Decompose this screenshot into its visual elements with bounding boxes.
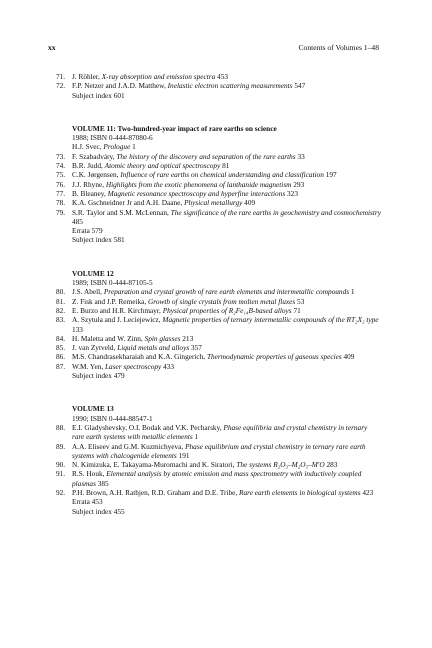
entry-page: 133 (72, 324, 83, 334)
entry-page: 1 (192, 432, 199, 442)
subject-index: Subject index 581 (72, 235, 125, 245)
entry-authors: S.R. Taylor and S.M. McLennan, (72, 207, 171, 217)
entry-page: 191 (176, 450, 190, 460)
entry-number: 78. (56, 198, 66, 208)
entry-number: 77. (56, 188, 66, 198)
entry-authors: C.K. Jørgensen, (72, 170, 121, 180)
list-item (56, 180, 381, 189)
entry-number: 92. (56, 487, 66, 497)
entry-title: Growth of single crystals from molten metal fluxes (148, 296, 296, 306)
list-item (56, 297, 381, 306)
entry-number: 75. (56, 170, 66, 180)
entry-number: 71. (56, 72, 66, 81)
list-item (56, 315, 381, 334)
list-item (56, 198, 381, 207)
entry-title: Prologue (103, 142, 131, 152)
entry-number: 88. (56, 422, 66, 432)
list-item (56, 170, 381, 179)
entry-authors: W.M. Yen, (72, 361, 105, 371)
volume-11 (56, 124, 381, 245)
entry-title: Preparation and crystal growth of rare earth elements and intermetallic compounds (103, 287, 350, 297)
volume-title: VOLUME 11: Two-hundred-year impact of rare earths on science (72, 123, 277, 133)
entry-page: 409 (341, 352, 355, 362)
list-item (56, 189, 381, 198)
list-item (56, 72, 381, 81)
entry-authors: F.P. Netzer and J.A.D. Matthew, (72, 81, 168, 91)
entry-authors: B.R. Judd, (72, 161, 105, 171)
entry-number: 83. (56, 315, 66, 325)
entry-number: 79. (56, 207, 66, 217)
list-item (56, 362, 381, 371)
entry-number: 82. (56, 305, 66, 315)
entry-title: Spin glasses (144, 333, 181, 343)
entry-title: Phase equilibria and crystal chemistry in ternary rare earth systems with metallic elements (72, 422, 368, 442)
entry-title: Liquid metals and alloys (117, 343, 190, 353)
entry-page: 81 (220, 161, 230, 171)
entry-title: X-ray absorption and emission spectra (101, 72, 216, 81)
entry-authors: H. Maletta and W. Zinn, (72, 333, 145, 343)
entry-number: 91. (56, 469, 66, 479)
entry-page: 485 (72, 216, 83, 226)
subject-index: Subject index 479 (72, 371, 125, 381)
entry-page: 1 (349, 287, 355, 297)
list-item (56, 488, 381, 497)
entry-number: 87. (56, 361, 66, 371)
entry-authors: J.S. Abell, (72, 287, 104, 297)
entry-title: Thermodynamic properties of gaseous species (206, 352, 342, 362)
entry-authors: M.S. Chandrasekharaiah and K.A. Gingerich, (72, 352, 207, 362)
entry-number: 81. (56, 296, 66, 306)
entry-title: Rare earth elements in biological systems (239, 487, 361, 497)
entry-title: The history of the discovery and separation of the rare earths (116, 151, 296, 161)
entry-authors: J. van Zytveld, (72, 343, 118, 353)
block-volume-10-end (56, 72, 381, 100)
volume-info: 1988; ISBN 0-444-87080-6 (72, 133, 153, 143)
entry-number: 89. (56, 441, 66, 451)
list-item (56, 208, 381, 227)
list-item (56, 287, 381, 296)
list-item (56, 334, 381, 343)
entry-page: 53 (295, 296, 305, 306)
list-item (56, 460, 381, 469)
entry-number: 90. (56, 460, 66, 470)
entry-page: 293 (291, 179, 305, 189)
entry-page: 423 (360, 487, 374, 497)
list-item (56, 81, 381, 90)
list-item (56, 352, 381, 361)
entry-page: 547 (292, 81, 306, 91)
list-item (56, 423, 381, 442)
entry-title: Physical properties of R₂Fe₁₄B-based alloys (162, 305, 292, 315)
entry-authors: F. Szabadváry, (72, 151, 117, 161)
entry-number: 76. (56, 179, 66, 189)
entry-authors: E. Burzo and H.R. Kirchmayr, (72, 305, 163, 315)
page-number: xx (48, 43, 56, 52)
running-title: Contents of Volumes 1–48 (298, 43, 379, 52)
entry-authors: N. Kimizuka, E. Takayama-Muromachi and K. Siratori, (72, 460, 237, 470)
entry-title: Inelastic electron scattering measurements (167, 81, 293, 91)
entry-authors: A.A. Eliseev and G.M. Kuzmichyeva, (72, 441, 186, 451)
entry-authors: Z. Fisk and J.P. Remeika, (72, 296, 149, 306)
entry-authors: J. Röhler, (72, 72, 102, 81)
list-item (56, 343, 381, 352)
entry-authors: B. Bleaney, (72, 188, 108, 198)
entry-authors: E.I. Gladyshevsky, O.I. Bodak and V.K. Pecharsky, (72, 422, 224, 432)
list-item (56, 152, 381, 161)
entry-authors: P.H. Brown, A.H. Rathjen, R.D. Graham and D.E. Tribe, (72, 487, 240, 497)
entry-page: 385 (95, 478, 109, 488)
entry-page: 213 (180, 333, 194, 343)
section-gap (56, 380, 381, 404)
entry-page: 409 (242, 198, 256, 208)
section-gap (56, 245, 381, 269)
entry-authors: K.A. Gschneidner Jr and A.H. Daane, (72, 198, 185, 208)
entry-authors: R.S. Houk, (72, 469, 107, 479)
entry-page: 197 (323, 170, 337, 180)
entry-title: Elemental analysis by atomic emission and mass spectrometry with inductively coupled plasmas (72, 469, 362, 488)
entry-title: Influence of rare earths on chemical understanding and classification (120, 170, 324, 180)
entry-authors: J.J. Rhyne, (72, 179, 106, 189)
prologue (56, 142, 381, 151)
entry-number: 86. (56, 352, 66, 362)
entry-title: Physical metallurgy (184, 198, 243, 208)
entry-title: Highlights from the exotic phenomena of lanthanide magnetism (105, 179, 292, 189)
volume-info: 1990; ISBN 0-444-88547-1 (72, 413, 153, 423)
entry-page: 33 (295, 151, 305, 161)
page-header (48, 43, 379, 53)
entry-authors: A. Szytuła and J. Leciejewicz, (72, 315, 163, 325)
entry-page: 283 (324, 460, 338, 470)
entry-authors: H.J. Svec, (72, 142, 104, 152)
volume-info: 1989; ISBN 0-444-87105-5 (72, 278, 153, 288)
entry-number: 72. (56, 81, 66, 91)
entry-number: 85. (56, 343, 66, 353)
entry-title: Laser spectroscopy (104, 361, 162, 371)
entry-number: 73. (56, 151, 66, 161)
entry-number: 74. (56, 161, 66, 171)
errata: Errata 579 (72, 226, 103, 236)
contents-list (56, 72, 381, 516)
volume-title: VOLUME 13 (72, 404, 114, 414)
entry-number: 84. (56, 333, 66, 343)
errata: Errata 453 (72, 497, 103, 507)
volume-12 (56, 269, 381, 381)
volume-13 (56, 404, 381, 516)
entry-page: 323 (285, 188, 298, 198)
list-item (56, 161, 381, 170)
entry-title: The significance of the rare earths in geochemistry and cosmochemistry (170, 207, 381, 217)
entry-title: Magnetic properties of ternary intermetallic compounds of the RT₂X₂ type (162, 315, 379, 325)
entry-page: 1 (130, 142, 136, 152)
entry-page: 453 (215, 72, 229, 81)
list-item (56, 442, 381, 461)
list-item (56, 306, 381, 315)
entry-number: 80. (56, 287, 66, 297)
subject-index: Subject index 455 (72, 506, 125, 516)
entry-title: Phase equilibrium and crystal chemistry in ternary rare earth systems with chalcogenide elements (72, 441, 366, 460)
section-gap (56, 100, 381, 124)
entry-page: 71 (291, 305, 301, 315)
entry-title: Magnetic resonance spectroscopy and hyperfine interactions (107, 188, 286, 198)
subject-index: Subject index 601 (72, 90, 125, 100)
entry-page: 357 (189, 343, 202, 353)
list-item (56, 469, 381, 488)
volume-title: VOLUME 12 (72, 268, 114, 278)
entry-title: The systems R₂O₃–M₂O₃–M′O (236, 460, 325, 470)
entry-page: 433 (161, 361, 175, 371)
entry-title: Atomic theory and optical spectroscopy (104, 161, 221, 171)
